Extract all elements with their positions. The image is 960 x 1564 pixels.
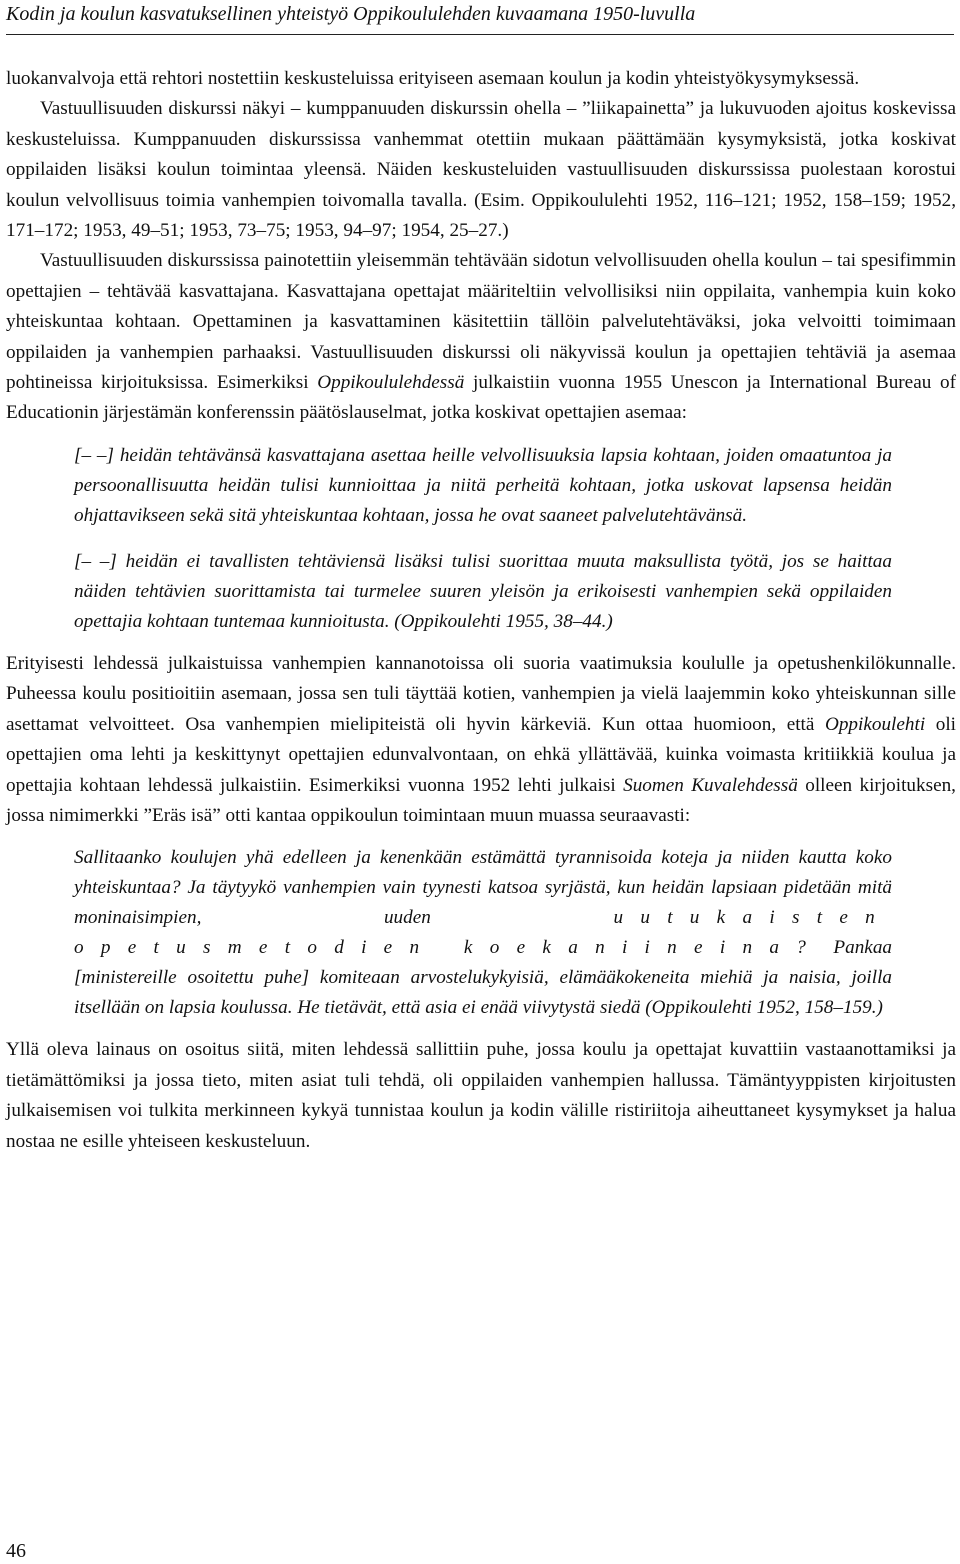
journal-title: Oppikoululehdessä (317, 372, 465, 394)
quote-text: Sallitaanko koulujen yhä edelleen ja kenenkään estämättä tyrannisoida koteja ja niiden kautta koko yhteiskuntaa? Ja täytyykö vanhempien vain tyynesti katsoa syrjästä, kun heidän lapsiaan pidetään mitä moninaisimpien, uuden (74, 847, 892, 929)
journal-title: Oppikoulehti (824, 713, 926, 735)
paragraph-text: oli opettajien oma lehti ja keskittynyt opettajien edunvalvontaan, on ehkä yllättävää, kuinka voimasta kritiikkiä koulua ja opettajia kohtaan lehdessä julkaistiin. Esimerkiksi vuonna 1952 lehti julkaisi (6, 713, 956, 796)
paragraph-conclusion: Yllä oleva lainaus on osoitus siitä, miten lehdessä sallittiin puhe, jossa koulu ja opettajat kuvattiin vastaanottamiksi ja tietämättömiksi ja jossa tieto, miten asiat tuli tehdä, oli oppilaiden vanhempien hallussa. Tämäntyyppisten kirjoitusten julkaisemisen voi tulkita merkinneen kykyä tunnistaa koulun ja kodin välille ristiriitoja aiheuttaneet kysymykset ja halua nostaa ne esille yhteiseen keskusteluun. (6, 1039, 956, 1152)
quote-spaced-text: uutukaisten opetusmetodien koekaniineina? (74, 907, 892, 959)
block-quote-father (74, 843, 892, 1023)
paragraph-text: olleen kirjoituksen, jossa nimimerkki ”Eräs isä” otti kantaa oppikoulun toimintaan muun muassa seuraavasti: (6, 774, 956, 826)
header-divider (6, 34, 954, 35)
paragraph-text: Vastuullisuuden diskurssissa painotettiin yleisemmän tehtävään sidotun velvollisuuden ohella koulun – tai spesifimmin opettajien – tehtävää kasvattajana. Kasvattajana opettajat määriteltiin velvollisiksi niin oppilaita, vanhempia kuin koko yhteiskuntaa kohtaan. Opettaminen ja kasvattaminen käsitettiin tällöin palvelutehtäväksi, joka velvoitti toimimaan oppilaiden ja vanhempien parhaaksi. Vastuullisuuden diskurssi oli näkyvissä koulun ja opettajien tehtäviä ja asemaa pohtineissa kirjoituksissa. Esimerkiksi (6, 250, 956, 394)
paragraph-text: julkaistiin vuonna 1955 Unescon ja International Bureau of Educationin järjestämän konferenssin päätöslauselmat, jotka koskivat opettajien asemaa: (6, 372, 956, 424)
running-header: Kodin ja koulun kasvatuksellinen yhteistyö Oppikoululehden kuvaamana 1950-luvulla (6, 3, 696, 25)
paragraph-teachers-as-educators (6, 246, 956, 428)
block-quote-paid-work: [– –] heidän ei tavallisten tehtäviensä lisäksi tulisi suorittaa muuta maksullista työtä, jos se haittaa näiden tehtävien suorittamista tai turmelee suuren yleisön ja erikoisesti vanhempien sekä oppilaiden opettajia kohtaan tuntemaa kunnioitusta. (Oppikoulehti 1955, 38–44.) (74, 550, 892, 632)
block-quote-teachers-duty: [– –] heidän tehtävänsä kasvattajana asettaa heille velvollisuuksia lapsia kohtaan, joiden omaatuntoa ja persoonallisuutta heidän tulisi kunnioittaa ja niitä perheitä kohtaan, jotka uskovat lapsensa heidän ohjattavikseen sekä sitä yhteiskuntaa kohtaan, jossa he ovat saaneet palvelutehtävänsä. (74, 444, 892, 526)
document-body (6, 64, 956, 1157)
paragraph-responsibility-discourse: Vastuullisuuden diskurssi näkyi – kumppanuuden diskurssin ohella – ”liikapainetta” ja lukuvuoden ajoitus koskevissa keskusteluissa. Kumppanuuden diskurssissa vanhemmat otettiin mukaan päättämään kysymyksistä, jotka koskivat oppilaiden lisäksi koulun toimintaa yleensä. Näiden keskusteluiden vastuullisuuden diskurssissa puolestaan korostui koulun velvollisuus toimia vanhempien toivomalla tavalla. (Esim. Oppikoululehti 1952, 116–121; 1952, 158–159; 1952, 171–172; 1953, 49–51; 1953, 73–75; 1953, 94–97; 1954, 25–27.) (6, 98, 956, 242)
quote-text: Pankaa [ministereille osoitettu puhe] komiteaan arvostelukykyisiä, elämääkokeneita miehiä ja naisia, joilla itsellään on lapsia koulussa. He tietävät, että asia ei enää viivytystä siedä (Oppikoulehti 1952, 158–159.) (74, 937, 893, 1019)
paragraph-text: Erityisesti lehdessä julkaistuissa vanhempien kannanotoissa oli suoria vaatimuksia koululle ja opetushenkilökunnalle. Puheessa koulu positioitiin asemaan, jossa sen tuli täyttää kotien, vanhempien ja vielä laajemmin koko yhteiskunnan sille asettamat velvoitteet. Osa vanhempien mielipiteistä oli hyvin kärkeviä. Kun ottaa huomioon, että (6, 652, 956, 735)
page-number: 46 (6, 1540, 26, 1562)
paragraph-parents-demands (6, 649, 956, 831)
paragraph-continuation: luokanvalvoja että rehtori nostettiin keskusteluissa erityiseen asemaan koulun ja kodin yhteistyökysymyksessä. (6, 68, 860, 89)
magazine-title: Suomen Kuvalehdessä (623, 774, 798, 796)
